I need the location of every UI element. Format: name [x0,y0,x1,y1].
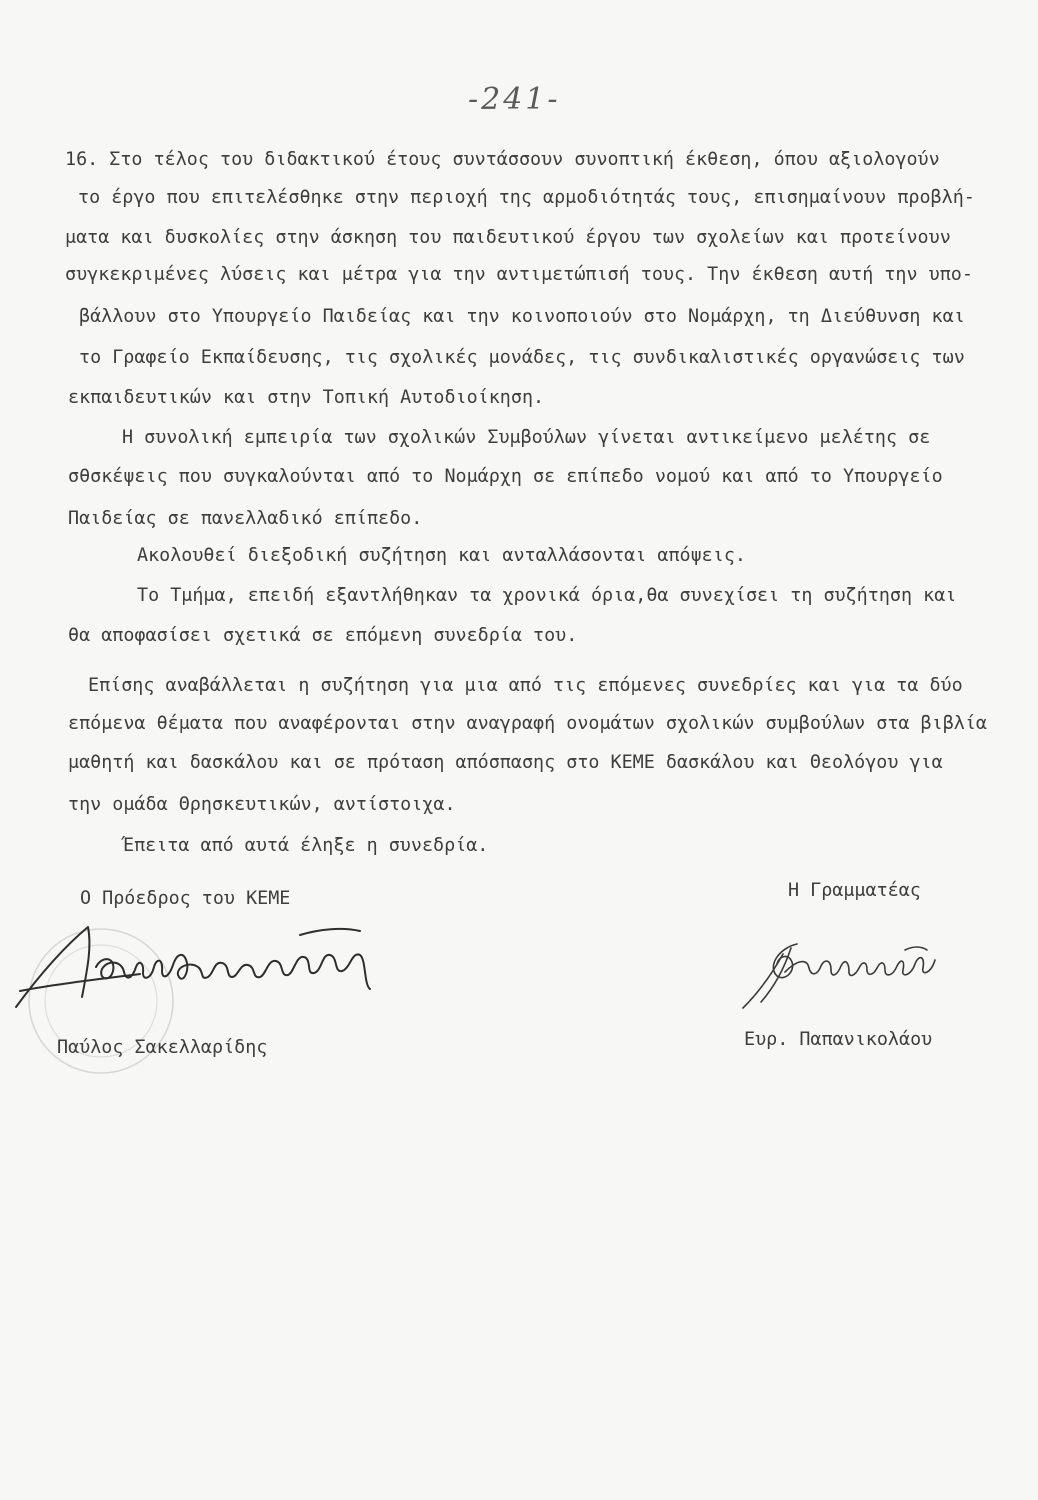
text-line: Επίσης αναβάλλεται η συζήτηση για μια από τις επόμενες συνεδρίες και για τα δύο [88,675,963,696]
text-line: βάλλουν στο Υπουργείο Παιδείας και την κοινοποιούν στο Νομάρχη, τη Διεύθυνση και [79,306,965,327]
secretary-signature [735,930,945,1015]
text-line: Το Τμήμα, επειδή εξαντλήθηκαν τα χρονικά όρια,θα συνεχίσει τη συζήτηση και [137,585,957,606]
text-line: την ομάδα Θρησκευτικών, αντίστοιχα. [68,794,456,815]
text-line: 16. Στο τέλος του διδακτικού έτους συντάσσουν συνοπτική έκθεση, όπου αξιολογούν [65,149,940,170]
text-line: Παιδείας σε πανελλαδικό επίπεδο. [68,508,423,529]
text-line: θα αποφασίσει σχετικά σε επόμενη συνεδρία του. [68,625,578,646]
text-line: επόμενα θέματα που αναφέρονται στην αναγραφή ονομάτων σχολικών συμβούλων στα βιβλία [68,713,987,734]
president-signature [0,915,380,1025]
text-line: το έργο που επιτελέσθηκε στην περιοχή της αρμοδιότητάς τους, επισημαίνουν προβλή- [78,187,975,208]
president-title: Ο Πρόεδρος του ΚΕΜΕ [80,888,291,909]
secretary-name: Ευρ. Παπανικολάου [744,1029,933,1050]
text-line: εκπαιδευτικών και στην Τοπική Αυτοδιοίκηση. [68,387,545,408]
president-name: Παύλος Σακελλαρίδης [57,1037,268,1058]
text-line: Έπειτα από αυτά έληξε η συνεδρία. [123,835,489,856]
text-line: συγκεκριμένες λύσεις και μέτρα για την αντιμετώπισή τους. Την έκθεση αυτή την υπο- [65,264,973,285]
text-line: Ακολουθεί διεξοδική συζήτηση και ανταλλάσονται απόψεις. [137,545,746,566]
text-line: το Γραφείο Εκπαίδευσης, τις σχολικές μονάδες, τις συνδικαλιστικές οργανώσεις των [79,347,965,368]
secretary-title: Η Γραμματέας [788,880,921,901]
text-line: Η συνολική εμπειρία των σχολικών Συμβούλων γίνεται αντικείμενο μελέτης σε [122,427,931,448]
text-line: μαθητή και δασκάλου και σε πρόταση απόσπασης στο ΚΕΜΕ δασκάλου και Θεολόγου για [68,752,943,773]
text-line: ματα και δυσκολίες στην άσκηση του παιδευτικού έργου των σχολείων και προτείνουν [65,227,951,248]
page-number: -241- [468,82,561,117]
text-line: σθσκέψεις που συγκαλούνται από το Νομάρχη σε επίπεδο νομού και από το Υπουργείο [68,466,943,487]
